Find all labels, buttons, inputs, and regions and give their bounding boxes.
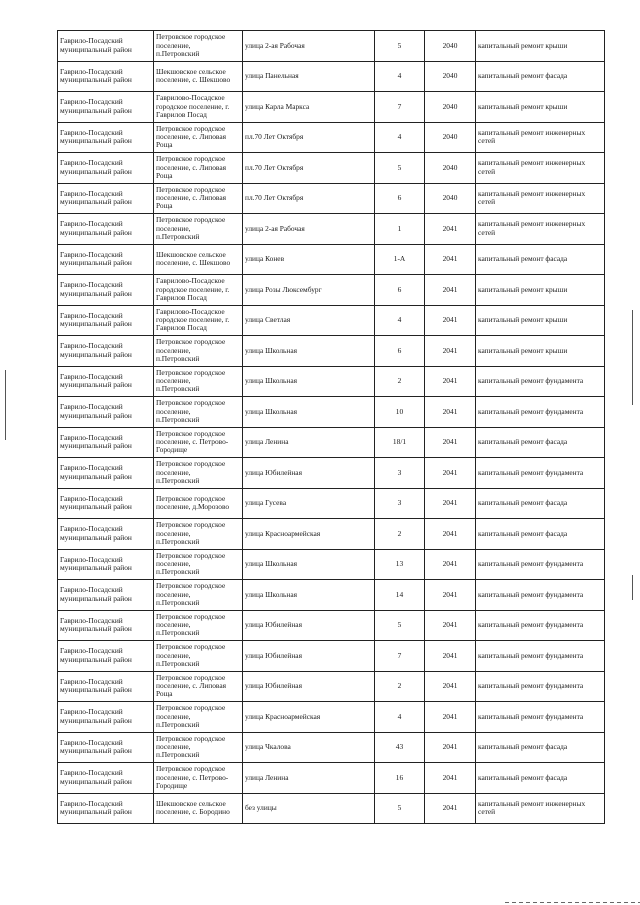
- settlement-cell: Петровское городское поселение, д.Морозово: [154, 488, 243, 519]
- work-type-cell: капитальный ремонт фасада: [476, 519, 605, 550]
- table-row: [58, 793, 605, 824]
- settlement-cell: Петровское городское поселение, п.Петровский: [154, 519, 243, 550]
- table-row: [58, 153, 605, 184]
- house-number-cell: 3: [375, 458, 425, 489]
- district-cell: Гаврило-Посадский муниципальный район: [58, 641, 154, 672]
- scan-edge-mark: [5, 370, 6, 440]
- street-cell: улица Гусева: [243, 488, 375, 519]
- district-cell: Гаврило-Посадский муниципальный район: [58, 519, 154, 550]
- year-cell: 2041: [425, 214, 476, 245]
- district-cell: Гаврило-Посадский муниципальный район: [58, 305, 154, 336]
- house-number-cell: 4: [375, 702, 425, 733]
- street-cell: улица Юбилейная: [243, 458, 375, 489]
- table-row: [58, 427, 605, 458]
- house-number-cell: 3: [375, 488, 425, 519]
- table-row: [58, 702, 605, 733]
- house-number-cell: 7: [375, 92, 425, 123]
- year-cell: 2041: [425, 793, 476, 824]
- table-row: [58, 275, 605, 306]
- work-type-cell: капитальный ремонт инженерных сетей: [476, 214, 605, 245]
- street-cell: улица Светлая: [243, 305, 375, 336]
- table-row: [58, 214, 605, 245]
- district-cell: Гаврило-Посадский муниципальный район: [58, 275, 154, 306]
- house-number-cell: 5: [375, 793, 425, 824]
- settlement-cell: Шекшовское сельское поселение, с. Бородино: [154, 793, 243, 824]
- table-row: [58, 61, 605, 92]
- street-cell: улица Карла Маркса: [243, 92, 375, 123]
- street-cell: пл.70 Лет Октября: [243, 153, 375, 184]
- street-cell: улица 2-ая Рабочая: [243, 214, 375, 245]
- house-number-cell: 1-А: [375, 244, 425, 275]
- district-cell: Гаврило-Посадский муниципальный район: [58, 763, 154, 794]
- street-cell: пл.70 Лет Октября: [243, 122, 375, 153]
- district-cell: Гаврило-Посадский муниципальный район: [58, 31, 154, 62]
- year-cell: 2041: [425, 702, 476, 733]
- table-row: [58, 366, 605, 397]
- street-cell: улица Красноармейская: [243, 519, 375, 550]
- year-cell: 2040: [425, 183, 476, 214]
- work-type-cell: капитальный ремонт инженерных сетей: [476, 183, 605, 214]
- settlement-cell: Петровское городское поселение, п.Петровский: [154, 458, 243, 489]
- year-cell: 2041: [425, 519, 476, 550]
- district-cell: Гаврило-Посадский муниципальный район: [58, 549, 154, 580]
- street-cell: улица Школьная: [243, 549, 375, 580]
- district-cell: Гаврило-Посадский муниципальный район: [58, 671, 154, 702]
- settlement-cell: Петровское городское поселение, п.Петровский: [154, 366, 243, 397]
- street-cell: улица Чкалова: [243, 732, 375, 763]
- settlement-cell: Петровское городское поселение, п.Петровский: [154, 214, 243, 245]
- table-row: [58, 641, 605, 672]
- district-cell: Гаврило-Посадский муниципальный район: [58, 244, 154, 275]
- house-number-cell: 5: [375, 610, 425, 641]
- street-cell: улица Школьная: [243, 366, 375, 397]
- table-row: [58, 580, 605, 611]
- street-cell: улица Школьная: [243, 580, 375, 611]
- settlement-cell: Петровское городское поселение, п.Петровский: [154, 31, 243, 62]
- work-type-cell: капитальный ремонт фундамента: [476, 641, 605, 672]
- street-cell: улица Школьная: [243, 336, 375, 367]
- house-number-cell: 16: [375, 763, 425, 794]
- house-number-cell: 6: [375, 275, 425, 306]
- house-number-cell: 10: [375, 397, 425, 428]
- settlement-cell: Петровское городское поселение, п.Петровский: [154, 580, 243, 611]
- house-number-cell: 4: [375, 305, 425, 336]
- house-number-cell: 14: [375, 580, 425, 611]
- year-cell: 2041: [425, 641, 476, 672]
- settlement-cell: Петровское городское поселение, с. Липовая Роща: [154, 671, 243, 702]
- work-type-cell: капитальный ремонт фундамента: [476, 397, 605, 428]
- district-cell: Гаврило-Посадский муниципальный район: [58, 153, 154, 184]
- work-type-cell: капитальный ремонт фасада: [476, 488, 605, 519]
- year-cell: 2041: [425, 671, 476, 702]
- settlement-cell: Петровское городское поселение, п.Петровский: [154, 610, 243, 641]
- work-type-cell: капитальный ремонт крыши: [476, 336, 605, 367]
- year-cell: 2041: [425, 244, 476, 275]
- table-row: [58, 336, 605, 367]
- work-type-cell: капитальный ремонт крыши: [476, 275, 605, 306]
- street-cell: улица Розы Люксембург: [243, 275, 375, 306]
- work-type-cell: капитальный ремонт фасада: [476, 61, 605, 92]
- work-type-cell: капитальный ремонт фасада: [476, 427, 605, 458]
- settlement-cell: Петровское городское поселение, с. Липовая Роща: [154, 153, 243, 184]
- settlement-cell: Шекшовское сельское поселение, с. Шекшово: [154, 61, 243, 92]
- street-cell: улица Ленина: [243, 763, 375, 794]
- table-row: [58, 183, 605, 214]
- table-row: [58, 244, 605, 275]
- district-cell: Гаврило-Посадский муниципальный район: [58, 336, 154, 367]
- settlement-cell: Петровское городское поселение, п.Петровский: [154, 397, 243, 428]
- settlement-cell: Петровское городское поселение, п.Петровский: [154, 702, 243, 733]
- house-number-cell: 5: [375, 153, 425, 184]
- settlement-cell: Шекшовское сельское поселение, с. Шекшово: [154, 244, 243, 275]
- street-cell: улица Юбилейная: [243, 610, 375, 641]
- settlement-cell: Гаврилово-Посадское городское поселение, г. Гаврилов Посад: [154, 305, 243, 336]
- district-cell: Гаврило-Посадский муниципальный район: [58, 610, 154, 641]
- settlement-cell: Петровское городское поселение, с. Петрово-Городище: [154, 427, 243, 458]
- street-cell: улица Школьная: [243, 397, 375, 428]
- table-row: [58, 92, 605, 123]
- district-cell: Гаврило-Посадский муниципальный район: [58, 183, 154, 214]
- work-type-cell: капитальный ремонт крыши: [476, 305, 605, 336]
- year-cell: 2040: [425, 122, 476, 153]
- work-type-cell: капитальный ремонт фундамента: [476, 549, 605, 580]
- work-type-cell: капитальный ремонт фундамента: [476, 671, 605, 702]
- table-row: [58, 122, 605, 153]
- year-cell: 2040: [425, 92, 476, 123]
- street-cell: улица Красноармейская: [243, 702, 375, 733]
- house-number-cell: 5: [375, 31, 425, 62]
- house-number-cell: 7: [375, 641, 425, 672]
- house-number-cell: 43: [375, 732, 425, 763]
- year-cell: 2041: [425, 580, 476, 611]
- table-row: [58, 549, 605, 580]
- work-type-cell: капитальный ремонт фасада: [476, 732, 605, 763]
- scan-edge-mark: [632, 575, 633, 600]
- district-cell: Гаврило-Посадский муниципальный район: [58, 92, 154, 123]
- year-cell: 2041: [425, 366, 476, 397]
- work-type-cell: капитальный ремонт крыши: [476, 31, 605, 62]
- settlement-cell: Петровское городское поселение, п.Петровский: [154, 641, 243, 672]
- work-type-cell: капитальный ремонт крыши: [476, 92, 605, 123]
- year-cell: 2041: [425, 488, 476, 519]
- table-row: [58, 763, 605, 794]
- repair-schedule-table: [57, 30, 605, 824]
- table-row: [58, 458, 605, 489]
- street-cell: улица Конев: [243, 244, 375, 275]
- settlement-cell: Гаврилово-Посадское городское поселение, г. Гаврилов Посад: [154, 92, 243, 123]
- district-cell: Гаврило-Посадский муниципальный район: [58, 427, 154, 458]
- settlement-cell: Петровское городское поселение, с. Липовая Роща: [154, 183, 243, 214]
- table-row: [58, 488, 605, 519]
- year-cell: 2041: [425, 336, 476, 367]
- street-cell: улица Юбилейная: [243, 641, 375, 672]
- district-cell: Гаврило-Посадский муниципальный район: [58, 732, 154, 763]
- year-cell: 2040: [425, 31, 476, 62]
- house-number-cell: 6: [375, 183, 425, 214]
- district-cell: Гаврило-Посадский муниципальный район: [58, 61, 154, 92]
- table-row: [58, 397, 605, 428]
- table-row: [58, 671, 605, 702]
- work-type-cell: капитальный ремонт фундамента: [476, 366, 605, 397]
- work-type-cell: капитальный ремонт фундамента: [476, 610, 605, 641]
- district-cell: Гаврило-Посадский муниципальный район: [58, 580, 154, 611]
- year-cell: 2041: [425, 397, 476, 428]
- work-type-cell: капитальный ремонт фундамента: [476, 458, 605, 489]
- work-type-cell: капитальный ремонт инженерных сетей: [476, 153, 605, 184]
- house-number-cell: 18/1: [375, 427, 425, 458]
- district-cell: Гаврило-Посадский муниципальный район: [58, 793, 154, 824]
- street-cell: пл.70 Лет Октября: [243, 183, 375, 214]
- work-type-cell: капитальный ремонт инженерных сетей: [476, 122, 605, 153]
- work-type-cell: капитальный ремонт фасада: [476, 763, 605, 794]
- house-number-cell: 1: [375, 214, 425, 245]
- table-row: [58, 31, 605, 62]
- house-number-cell: 6: [375, 336, 425, 367]
- settlement-cell: Гаврилово-Посадское городское поселение, г. Гаврилов Посад: [154, 275, 243, 306]
- house-number-cell: 2: [375, 519, 425, 550]
- scan-bottom-line: [505, 902, 640, 903]
- year-cell: 2041: [425, 610, 476, 641]
- district-cell: Гаврило-Посадский муниципальный район: [58, 397, 154, 428]
- settlement-cell: Петровское городское поселение, с. Петрово-Городище: [154, 763, 243, 794]
- work-type-cell: капитальный ремонт инженерных сетей: [476, 793, 605, 824]
- district-cell: Гаврило-Посадский муниципальный район: [58, 214, 154, 245]
- year-cell: 2041: [425, 763, 476, 794]
- district-cell: Гаврило-Посадский муниципальный район: [58, 122, 154, 153]
- house-number-cell: 4: [375, 61, 425, 92]
- settlement-cell: Петровское городское поселение, п.Петровский: [154, 336, 243, 367]
- year-cell: 2041: [425, 458, 476, 489]
- table-row: [58, 610, 605, 641]
- table-row: [58, 732, 605, 763]
- house-number-cell: 13: [375, 549, 425, 580]
- house-number-cell: 2: [375, 671, 425, 702]
- work-type-cell: капитальный ремонт фундамента: [476, 580, 605, 611]
- year-cell: 2041: [425, 732, 476, 763]
- table-row: [58, 519, 605, 550]
- year-cell: 2041: [425, 305, 476, 336]
- work-type-cell: капитальный ремонт фундамента: [476, 702, 605, 733]
- year-cell: 2041: [425, 275, 476, 306]
- house-number-cell: 4: [375, 122, 425, 153]
- settlement-cell: Петровское городское поселение, п.Петровский: [154, 732, 243, 763]
- house-number-cell: 2: [375, 366, 425, 397]
- street-cell: без улицы: [243, 793, 375, 824]
- table-row: [58, 305, 605, 336]
- settlement-cell: Петровское городское поселение, п.Петровский: [154, 549, 243, 580]
- year-cell: 2040: [425, 153, 476, 184]
- street-cell: улица Панельная: [243, 61, 375, 92]
- year-cell: 2040: [425, 61, 476, 92]
- table-body: [58, 31, 605, 824]
- scan-edge-mark: [632, 310, 633, 405]
- settlement-cell: Петровское городское поселение, с. Липовая Роща: [154, 122, 243, 153]
- district-cell: Гаврило-Посадский муниципальный район: [58, 366, 154, 397]
- district-cell: Гаврило-Посадский муниципальный район: [58, 488, 154, 519]
- street-cell: улица 2-ая Рабочая: [243, 31, 375, 62]
- district-cell: Гаврило-Посадский муниципальный район: [58, 702, 154, 733]
- year-cell: 2041: [425, 549, 476, 580]
- street-cell: улица Юбилейная: [243, 671, 375, 702]
- work-type-cell: капитальный ремонт фасада: [476, 244, 605, 275]
- street-cell: улица Ленина: [243, 427, 375, 458]
- year-cell: 2041: [425, 427, 476, 458]
- district-cell: Гаврило-Посадский муниципальный район: [58, 458, 154, 489]
